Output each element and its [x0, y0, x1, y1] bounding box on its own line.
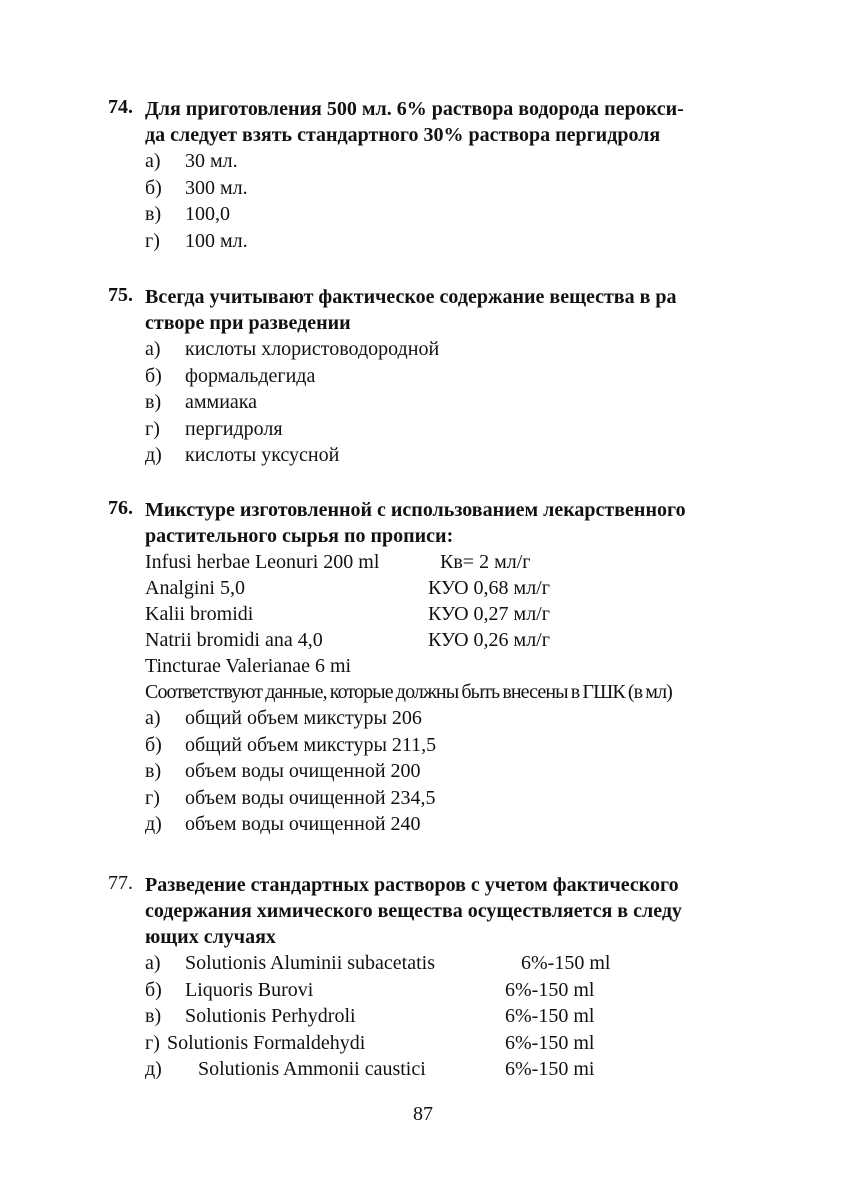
- answer-option: г) пергидроля: [145, 417, 283, 440]
- answer-option: д) Solutionis Ammonii caustici 6%-150 mi: [145, 1058, 595, 1080]
- answer-option: в) аммиака: [145, 391, 258, 413]
- question-75: [108, 284, 758, 469]
- question-stem: Разведение стандартных растворов с учетом фактического содержания химического вещества осуществляется в следу ющих случаях: [145, 874, 682, 948]
- answer-option: в) 100,0: [145, 203, 230, 225]
- answer-option: д) объем воды очищенной 240: [145, 813, 421, 835]
- question-stem: Для приготовления 500 мл. 6% раствора водорода перокси- да следует взять стандартного 30% раствора пергидроля: [145, 98, 684, 146]
- question-76: [108, 497, 758, 838]
- answer-option: б) формальдегида: [145, 364, 316, 387]
- question-77: [108, 872, 758, 1083]
- question-stem: Всегда учитывают фактическое содержание вещества в ра створе при разведении: [145, 286, 677, 334]
- answer-option: г) 100 мл.: [145, 229, 248, 252]
- recipe-line: Tincturae Valerianae 6 mi: [145, 655, 352, 677]
- recipe-line: Analgini 5,0 КУО 0,68 мл/г: [145, 577, 550, 599]
- answer-option: а) 30 мл.: [145, 150, 238, 172]
- question-stem: Микстуре изготовленной с использованием лекарственного растительного сырья по прописи:: [145, 499, 686, 547]
- answer-option: б) 300 мл.: [145, 176, 248, 199]
- question-note: Соответствуют данные, которые должны быть внесены в ГШК (в мл): [145, 681, 672, 703]
- page-number: 87: [413, 1103, 433, 1125]
- answer-option: г) объем воды очищенной 234,5: [145, 786, 436, 809]
- question-number: 75.: [108, 284, 133, 306]
- answer-option: а) кислоты хлористоводородной: [145, 338, 440, 360]
- question-number: 74.: [108, 96, 133, 118]
- answer-option: г) Solutionis Formaldehydi 6%-150 ml: [145, 1031, 595, 1054]
- recipe-line: Infusi herbae Leonuri 200 ml Кв= 2 мл/г: [145, 551, 531, 573]
- answer-option: в) Solutionis Perhydroli 6%-150 ml: [145, 1005, 595, 1027]
- answer-option: а) Solutionis Aluminii subacetatis 6%-150 ml: [145, 952, 611, 974]
- recipe-line: Natrii bromidi ana 4,0 КУО 0,26 мл/г: [145, 629, 550, 651]
- answer-option: а) общий объем микстуры 206: [145, 707, 422, 729]
- answer-option: д) кислоты уксусной: [145, 444, 340, 466]
- answer-option: в) объем воды очищенной 200: [145, 760, 421, 782]
- answer-option: б) Liquoris Burovi 6%-150 ml: [145, 978, 595, 1001]
- question-74: [108, 96, 758, 254]
- question-number: 77.: [108, 872, 133, 894]
- answer-option: б) общий объем микстуры 211,5: [145, 733, 437, 756]
- question-number: 76.: [108, 497, 133, 519]
- recipe-line: Kalii bromidi КУО 0,27 мл/г: [145, 603, 550, 625]
